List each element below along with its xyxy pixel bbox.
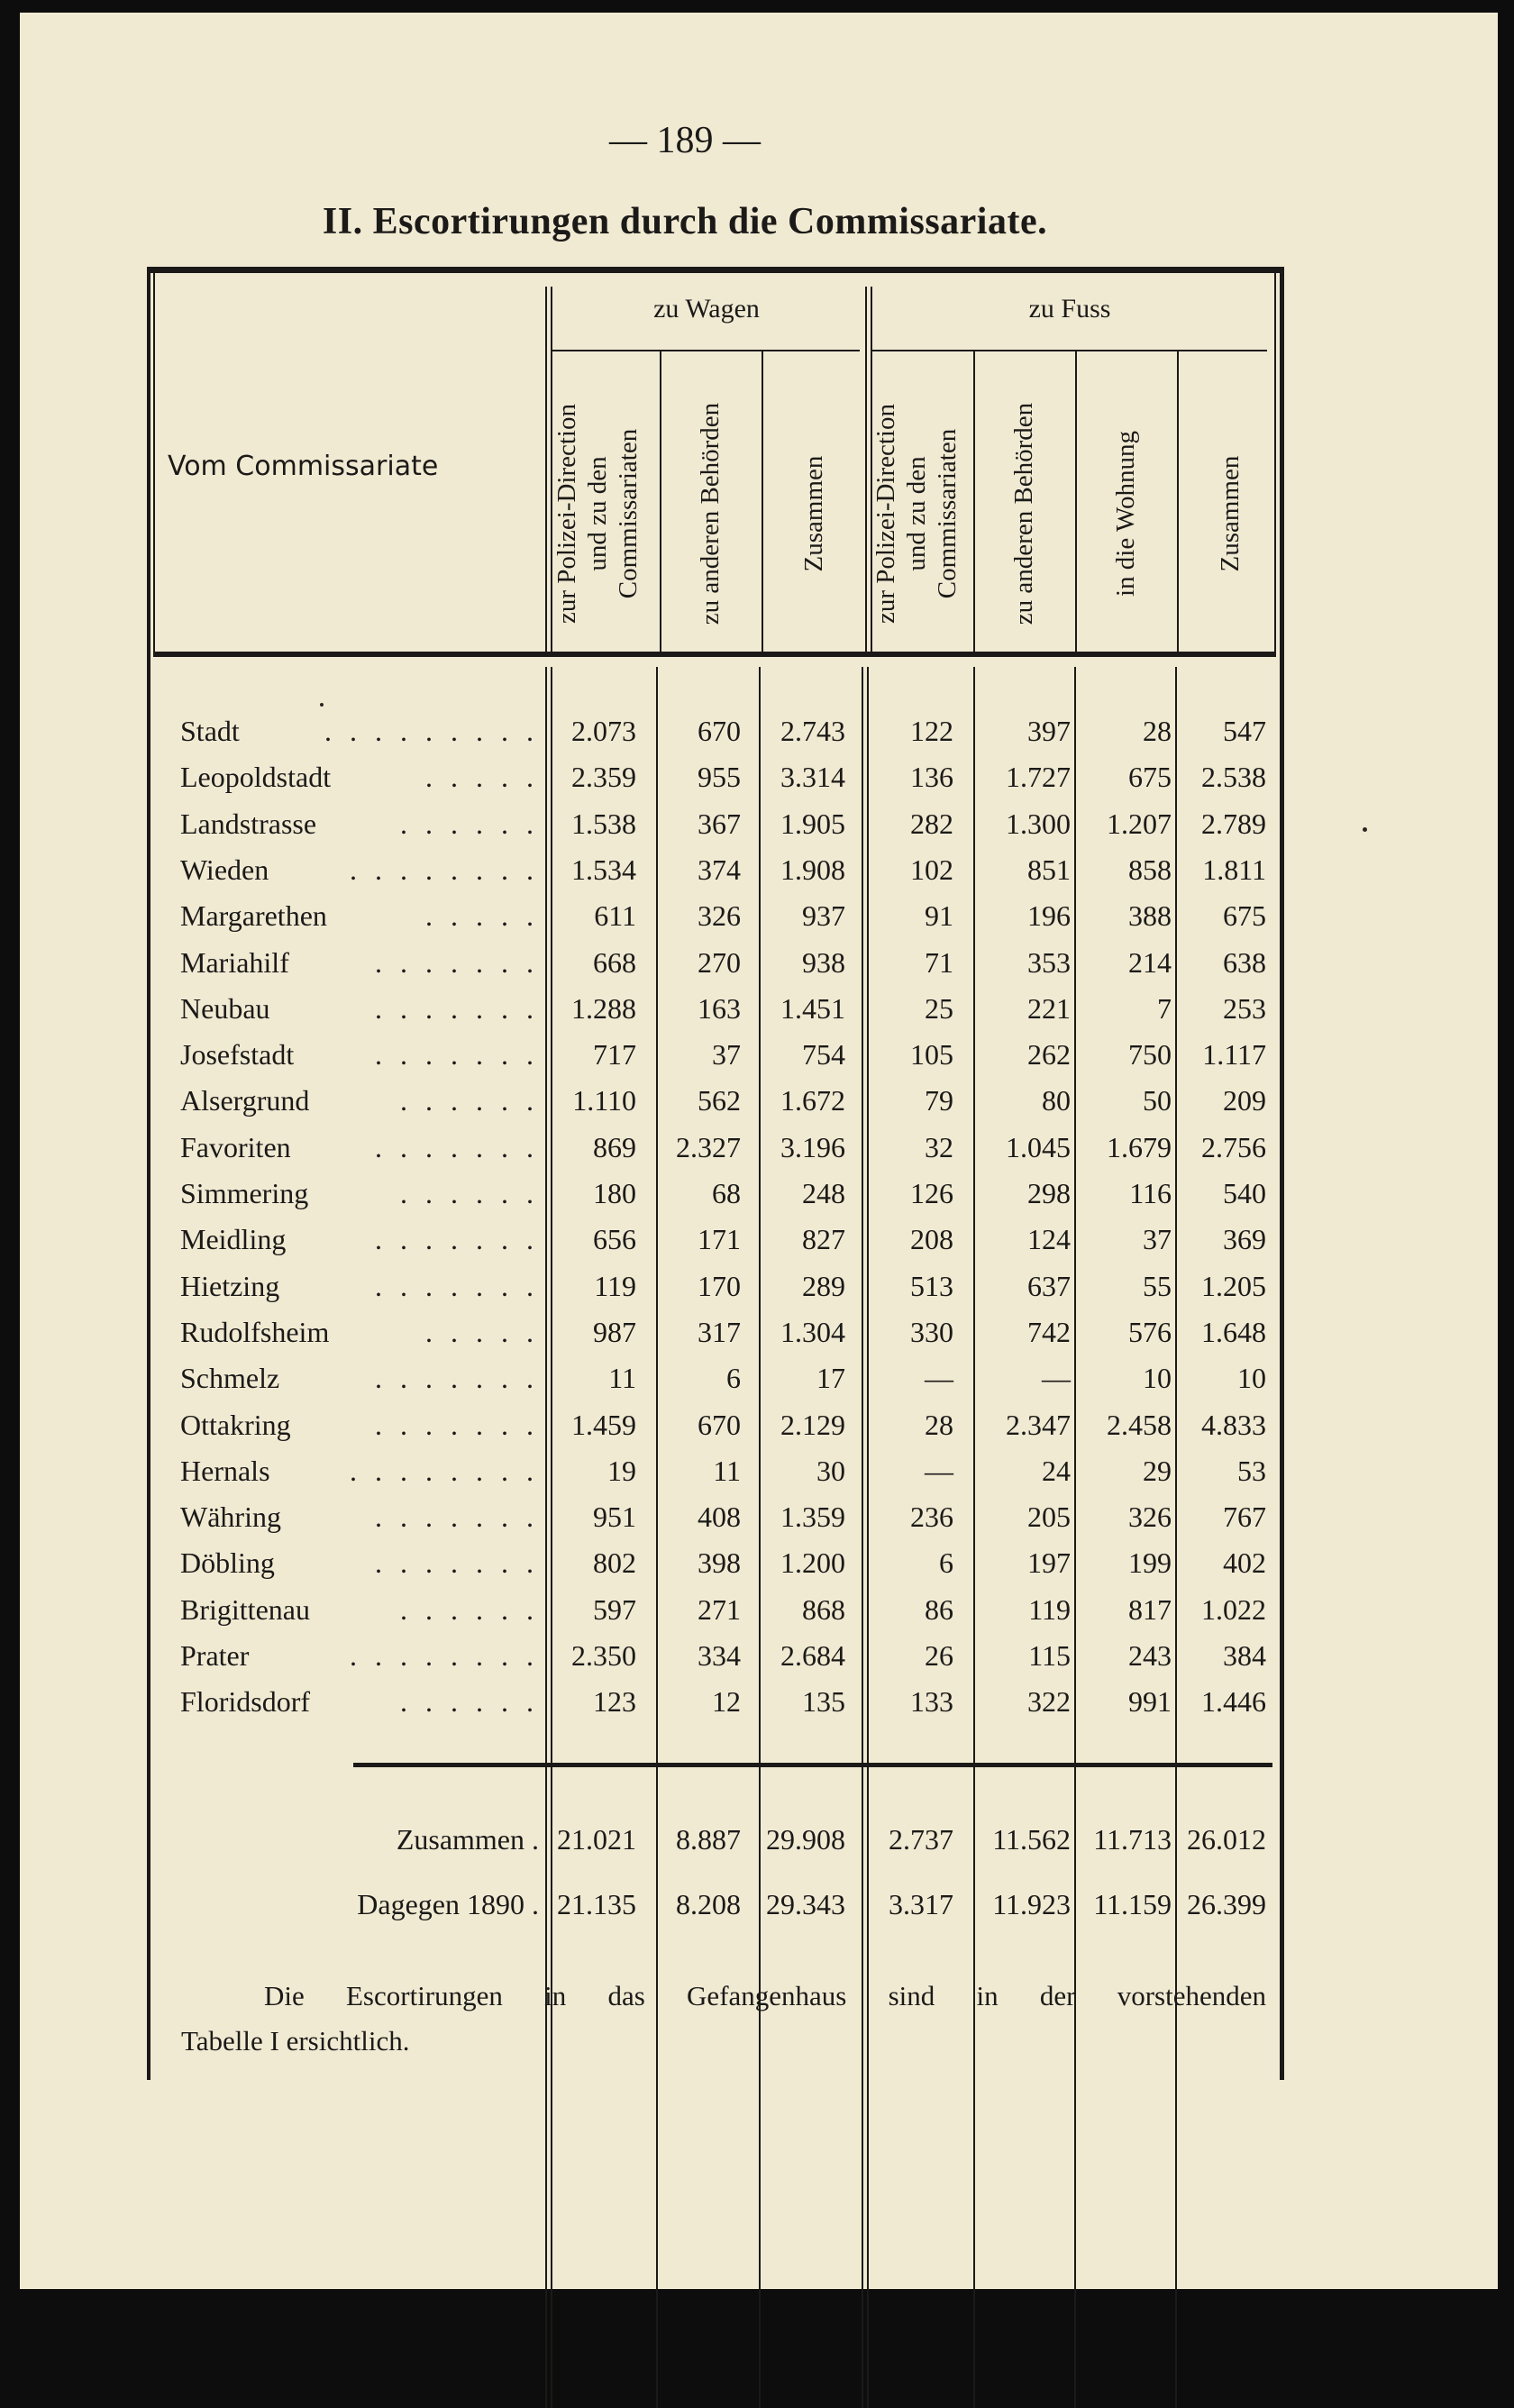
cell-col-7: 2.789 xyxy=(1201,807,1266,840)
table-row xyxy=(180,1679,1280,1724)
group-header-wagen: zu Wagen xyxy=(653,294,760,324)
table-row xyxy=(180,1309,1280,1354)
cell-col-7: 1.205 xyxy=(1201,1269,1266,1302)
cell-col-4: 28 xyxy=(925,1408,953,1441)
cell-col-5: 115 xyxy=(1028,1639,1071,1672)
row-leader-dots: . . . . . . xyxy=(400,1592,539,1626)
totals-rule xyxy=(353,1763,1272,1767)
cell-col-5: 205 xyxy=(1027,1500,1071,1534)
footnote-word: sind xyxy=(888,1980,935,2011)
cell-col-3: 248 xyxy=(802,1177,845,1209)
table-row xyxy=(180,986,1280,1031)
row-label: Hernals xyxy=(180,1454,270,1487)
cell-col-6: 675 xyxy=(1128,761,1172,794)
cell-col-4: 236 xyxy=(910,1500,953,1534)
cell-col-1: 668 xyxy=(593,945,636,979)
cell-col-2: 37 xyxy=(712,1038,741,1072)
footnote-word: in xyxy=(544,1980,567,2011)
row-label: Neubau xyxy=(180,991,270,1025)
cell-col-1: 119 xyxy=(594,1269,636,1302)
cell-col-3: 2.129 xyxy=(780,1408,845,1441)
cell-col-3: 29.343 xyxy=(766,1888,845,1920)
row-leader-dots: . . . . . . . xyxy=(375,1223,539,1256)
row-leader-dots: . . . . . . . xyxy=(375,1546,539,1580)
table-left-inner-rule xyxy=(153,273,155,655)
table-row xyxy=(180,1633,1280,1678)
cell-col-2: 670 xyxy=(698,715,741,747)
col-header-fuss-wohnung: in die Wohnung xyxy=(1111,431,1140,597)
cell-col-6: 37 xyxy=(1143,1223,1172,1256)
cell-col-1: 180 xyxy=(593,1177,636,1209)
cell-col-7: 10 xyxy=(1237,1362,1266,1395)
cell-col-2: 8.887 xyxy=(676,1823,741,1856)
cell-col-7: 253 xyxy=(1223,991,1266,1025)
row-leader-dots: . . . . . . . xyxy=(375,1500,539,1534)
cell-col-5: 1.300 xyxy=(1006,807,1071,840)
cell-col-3: 135 xyxy=(802,1685,845,1719)
cell-col-3: 2.743 xyxy=(780,715,845,747)
cell-col-5: 124 xyxy=(1027,1223,1071,1256)
cell-col-6: 10 xyxy=(1143,1362,1172,1395)
cell-col-2: 367 xyxy=(698,807,741,840)
cell-col-5: 322 xyxy=(1027,1685,1071,1719)
row-leader-dots: . . . . . . . xyxy=(375,1269,539,1302)
cell-col-5: 298 xyxy=(1027,1177,1071,1209)
cell-col-4: — xyxy=(925,1454,953,1487)
row-label: Josefstadt xyxy=(180,1038,295,1072)
cell-col-3: 289 xyxy=(802,1269,845,1302)
cell-col-7: 384 xyxy=(1223,1639,1266,1672)
cell-col-5: 637 xyxy=(1027,1269,1071,1302)
divider-header-col7 xyxy=(1177,351,1179,654)
cell-col-1: 597 xyxy=(593,1592,636,1626)
cell-col-3: 17 xyxy=(816,1362,845,1395)
table-row xyxy=(180,1263,1280,1309)
cell-col-6: 199 xyxy=(1128,1546,1172,1580)
footnote-line-2: Tabelle I ersichtlich. xyxy=(181,2025,410,2057)
cell-col-6: 326 xyxy=(1128,1500,1172,1534)
cell-col-2: 270 xyxy=(698,945,741,979)
cell-col-2: 68 xyxy=(712,1177,741,1209)
table-row xyxy=(180,893,1280,938)
cell-col-1: 21.021 xyxy=(557,1823,636,1856)
cell-col-4: 330 xyxy=(910,1315,953,1348)
cell-col-2: 317 xyxy=(698,1315,741,1348)
cell-col-3: 1.672 xyxy=(780,1084,845,1117)
cell-col-6: 55 xyxy=(1143,1269,1172,1302)
row-leader-dots: . . . . . . xyxy=(400,1084,539,1117)
row-leader-dots: . . . . . . . . xyxy=(350,1454,539,1487)
cell-col-2: 163 xyxy=(698,991,741,1025)
divider-header-col3 xyxy=(762,351,763,654)
row-leader-dots: . . . . . . xyxy=(400,807,539,840)
cell-col-3: 754 xyxy=(802,1038,845,1072)
row-leader-dots: . . . . . xyxy=(425,1315,539,1348)
cell-col-3: 868 xyxy=(802,1592,845,1626)
row-label: Stadt xyxy=(180,715,240,747)
footnote-line-1 xyxy=(185,1974,1266,2019)
cell-col-2: 326 xyxy=(698,899,741,933)
cell-col-5: 221 xyxy=(1027,991,1071,1025)
cell-col-5: 353 xyxy=(1027,945,1071,979)
row-label: Hietzing xyxy=(180,1269,280,1302)
cell-col-4: 91 xyxy=(925,899,953,933)
row-leader-dots: . . . . . . xyxy=(400,1177,539,1209)
cell-col-1: 1.534 xyxy=(571,853,636,886)
cell-col-6: 214 xyxy=(1128,945,1172,979)
cell-col-1: 611 xyxy=(594,899,636,933)
cell-col-6: 11.713 xyxy=(1093,1823,1172,1856)
footnote-word: Gefangenhaus xyxy=(687,1980,847,2011)
cell-col-2: 955 xyxy=(698,761,741,794)
cell-col-4: 32 xyxy=(925,1130,953,1163)
cell-col-7: 2.756 xyxy=(1201,1130,1266,1163)
cell-col-4: 25 xyxy=(925,991,953,1025)
paper-speck xyxy=(1363,827,1367,832)
row-leader-dots: . . . . . . . xyxy=(375,1362,539,1395)
cell-col-5: 24 xyxy=(1042,1454,1071,1487)
cell-col-5: 742 xyxy=(1027,1315,1071,1348)
cell-col-2: 171 xyxy=(698,1223,741,1256)
cell-col-4: 26 xyxy=(925,1639,953,1672)
table-row xyxy=(180,708,1280,753)
cell-col-7: 540 xyxy=(1223,1177,1266,1209)
cell-col-5: 11.562 xyxy=(992,1823,1071,1856)
cell-col-1: 869 xyxy=(593,1130,636,1163)
table-row xyxy=(180,940,1280,985)
row-label: Währing xyxy=(180,1500,281,1534)
cell-col-3: 2.684 xyxy=(780,1639,845,1672)
cell-col-1: 2.073 xyxy=(571,715,636,747)
totals-row xyxy=(180,1882,1280,1927)
row-leader-dots: . . . . . . . xyxy=(375,945,539,979)
cell-col-2: 408 xyxy=(698,1500,741,1534)
table-row xyxy=(180,1448,1280,1493)
cell-col-2: 11 xyxy=(713,1454,741,1487)
cell-col-2: 670 xyxy=(698,1408,741,1441)
table-row xyxy=(180,754,1280,799)
cell-col-1: 1.110 xyxy=(572,1084,636,1117)
page-title: II. Escortirungen durch die Commissariate. xyxy=(322,201,1048,242)
row-label: Alsergrund xyxy=(180,1084,310,1117)
cell-col-3: 30 xyxy=(816,1454,845,1487)
cell-col-3: 938 xyxy=(802,945,845,979)
cell-col-6: 28 xyxy=(1143,715,1172,747)
cell-col-3: 1.359 xyxy=(780,1500,845,1534)
cell-col-1: 802 xyxy=(593,1546,636,1580)
cell-col-7: 1.811 xyxy=(1202,853,1266,886)
cell-col-7: 547 xyxy=(1223,715,1266,747)
cell-col-1: 21.135 xyxy=(557,1888,636,1920)
cell-col-7: 767 xyxy=(1223,1500,1266,1534)
cell-col-7: 53 xyxy=(1237,1454,1266,1487)
cell-col-6: 29 xyxy=(1143,1454,1172,1487)
divider-header-col5 xyxy=(973,351,975,654)
cell-col-6: 1.207 xyxy=(1107,807,1172,840)
col-header-fuss-polizei: zur Polizei-Direction und zu den Commissariaten xyxy=(871,404,962,624)
cell-col-2: 2.327 xyxy=(676,1130,741,1163)
cell-col-4: 105 xyxy=(910,1038,953,1072)
footnote xyxy=(181,1974,1266,2064)
row-leader-dots: . . . . . . . xyxy=(375,991,539,1025)
cell-col-6: 750 xyxy=(1128,1038,1172,1072)
cell-col-4: 2.737 xyxy=(889,1823,953,1856)
table-row xyxy=(180,1402,1280,1447)
cell-col-6: 858 xyxy=(1128,853,1172,886)
cell-col-6: 2.458 xyxy=(1107,1408,1172,1441)
cell-col-2: 8.208 xyxy=(676,1888,741,1920)
cell-col-7: 1.446 xyxy=(1201,1685,1266,1719)
row-label: Mariahilf xyxy=(180,945,289,979)
cell-col-3: 827 xyxy=(802,1223,845,1256)
cell-col-2: 398 xyxy=(698,1546,741,1580)
cell-col-3: 1.304 xyxy=(780,1315,845,1348)
cell-col-4: 3.317 xyxy=(889,1888,953,1920)
row-label: Dagegen 1890 . xyxy=(357,1888,539,1920)
cell-col-6: 11.159 xyxy=(1093,1888,1172,1920)
col-header-wagen-behoerden: zu anderen Behörden xyxy=(696,402,725,625)
cell-col-6: 243 xyxy=(1128,1639,1172,1672)
cell-col-4: 86 xyxy=(925,1592,953,1626)
cell-col-5: 119 xyxy=(1028,1592,1071,1626)
cell-col-4: 126 xyxy=(910,1177,953,1209)
cell-col-4: 6 xyxy=(939,1546,953,1580)
cell-col-7: 1.648 xyxy=(1201,1315,1266,1348)
cell-col-3: 937 xyxy=(802,899,845,933)
table-row xyxy=(180,1355,1280,1400)
row-label: Zusammen . xyxy=(396,1823,539,1856)
cell-col-1: 2.350 xyxy=(571,1639,636,1672)
cell-col-4: 71 xyxy=(925,945,953,979)
cell-col-3: 1.451 xyxy=(780,991,845,1025)
row-label: Floridsdorf xyxy=(180,1685,310,1719)
divider-group-header xyxy=(865,287,867,654)
col-header-fuss-zusammen: Zusammen xyxy=(1216,455,1245,572)
cell-col-4: 208 xyxy=(910,1223,953,1256)
cell-col-4: 79 xyxy=(925,1084,953,1117)
cell-col-2: 271 xyxy=(698,1592,741,1626)
table-row xyxy=(180,1032,1280,1077)
row-label: Ottakring xyxy=(180,1408,291,1441)
divider-stub-header xyxy=(545,287,547,654)
cell-col-3: 3.196 xyxy=(780,1130,845,1163)
table-top-rule xyxy=(147,267,1283,273)
row-leader-dots: . . . . . . xyxy=(400,1685,539,1719)
row-label: Meidling xyxy=(180,1223,287,1256)
cell-col-5: 196 xyxy=(1027,899,1071,933)
cell-col-7: 638 xyxy=(1223,945,1266,979)
group-rule-fuss xyxy=(872,350,1267,351)
table-row xyxy=(180,847,1280,892)
cell-col-4: 136 xyxy=(910,761,953,794)
row-label: Margarethen xyxy=(180,899,327,933)
cell-col-1: 123 xyxy=(593,1685,636,1719)
divider-header-col6 xyxy=(1075,351,1077,654)
col-header-wagen-zusammen: Zusammen xyxy=(799,455,828,572)
cell-col-2: 374 xyxy=(698,853,741,886)
table-right-rule xyxy=(1280,267,1284,2080)
cell-col-3: 1.200 xyxy=(780,1546,845,1580)
cell-col-4: 102 xyxy=(910,853,953,886)
cell-col-6: 7 xyxy=(1157,991,1172,1025)
cell-col-1: 19 xyxy=(607,1454,636,1487)
cell-col-4: 513 xyxy=(910,1269,953,1302)
cell-col-5: 397 xyxy=(1027,715,1071,747)
cell-col-1: 951 xyxy=(593,1500,636,1534)
cell-col-4: 122 xyxy=(910,715,953,747)
cell-col-5: 262 xyxy=(1027,1038,1071,1072)
cell-col-7: 402 xyxy=(1223,1546,1266,1580)
row-label: Wieden xyxy=(180,853,269,886)
cell-col-1: 2.359 xyxy=(571,761,636,794)
row-leader-dots: . . . . . . . . . xyxy=(324,715,539,747)
row-leader-dots: . . . . . xyxy=(425,899,539,933)
cell-col-7: 209 xyxy=(1223,1084,1266,1117)
row-label: Landstrasse xyxy=(180,807,317,840)
footnote-word: vorstehenden xyxy=(1117,1980,1266,2011)
table-row xyxy=(180,1125,1280,1170)
row-leader-dots: . . . . . xyxy=(425,761,539,794)
row-leader-dots: . . . . . . . . xyxy=(350,853,539,886)
cell-col-6: 991 xyxy=(1128,1685,1172,1719)
table-row xyxy=(180,1494,1280,1539)
footnote-word: in xyxy=(976,1980,999,2011)
cell-col-5: 11.923 xyxy=(992,1888,1071,1920)
cell-col-3: 1.905 xyxy=(780,807,845,840)
cell-col-7: 675 xyxy=(1223,899,1266,933)
table-row xyxy=(180,1587,1280,1632)
table-left-rule xyxy=(147,267,150,2080)
col-header-fuss-behoerden: zu anderen Behörden xyxy=(1009,402,1038,625)
divider-header-col2 xyxy=(660,351,661,654)
cell-col-5: 1.045 xyxy=(1006,1130,1071,1163)
row-label: Prater xyxy=(180,1639,250,1672)
group-header-fuss: zu Fuss xyxy=(1028,294,1111,324)
cell-col-7: 26.012 xyxy=(1187,1823,1266,1856)
row-label: Rudolfsheim xyxy=(180,1315,330,1348)
table-row xyxy=(180,1217,1280,1262)
table-row xyxy=(180,1171,1280,1216)
cell-col-6: 388 xyxy=(1128,899,1172,933)
group-rule-wagen xyxy=(552,350,860,351)
page-number: — 189 — xyxy=(609,120,761,161)
row-label: Simmering xyxy=(180,1177,309,1209)
cell-col-7: 1.022 xyxy=(1201,1592,1266,1626)
row-label: Döbling xyxy=(180,1546,275,1580)
cell-col-3: 3.314 xyxy=(780,761,845,794)
footnote-word: das xyxy=(607,1980,645,2011)
row-leader-dots: . . . . . . . xyxy=(375,1130,539,1163)
table-row xyxy=(180,801,1280,846)
cell-col-1: 1.459 xyxy=(571,1408,636,1441)
table-right-inner-rule xyxy=(1274,273,1276,655)
cell-col-4: 133 xyxy=(910,1685,953,1719)
stub-header: Vom Commissariate xyxy=(168,451,439,482)
row-leader-dots: . . . . . . . . xyxy=(350,1639,539,1672)
row-label: Schmelz xyxy=(180,1362,280,1395)
cell-col-5: 2.347 xyxy=(1006,1408,1071,1441)
cell-col-1: 1.288 xyxy=(571,991,636,1025)
cell-col-4: — xyxy=(925,1362,953,1395)
cell-col-6: 1.679 xyxy=(1107,1130,1172,1163)
cell-col-6: 50 xyxy=(1143,1084,1172,1117)
cell-col-6: 116 xyxy=(1129,1177,1172,1209)
cell-col-3: 1.908 xyxy=(780,853,845,886)
cell-col-5: 197 xyxy=(1027,1546,1071,1580)
cell-col-2: 334 xyxy=(698,1639,741,1672)
cell-col-6: 576 xyxy=(1128,1315,1172,1348)
totals-row xyxy=(180,1817,1280,1862)
row-label: Brigittenau xyxy=(180,1592,310,1626)
row-leader-dots: . . . . . . . xyxy=(375,1038,539,1072)
cell-col-2: 170 xyxy=(698,1269,741,1302)
cell-col-2: 6 xyxy=(726,1362,741,1395)
row-leader-dots: . . . . . . . xyxy=(375,1408,539,1441)
cell-col-1: 11 xyxy=(608,1362,636,1395)
cell-col-5: 80 xyxy=(1042,1084,1071,1117)
cell-col-1: 717 xyxy=(593,1038,636,1072)
row-label: Leopoldstadt xyxy=(180,761,332,794)
footnote-word: Escortirungen xyxy=(346,1980,503,2011)
cell-col-7: 2.538 xyxy=(1201,761,1266,794)
footnote-word: der xyxy=(1039,1980,1076,2011)
cell-col-6: 817 xyxy=(1128,1592,1172,1626)
cell-col-5: 851 xyxy=(1027,853,1071,886)
table-row xyxy=(180,1078,1280,1123)
cell-col-5: 1.727 xyxy=(1006,761,1071,794)
cell-col-7: 4.833 xyxy=(1201,1408,1266,1441)
row-label: Favoriten xyxy=(180,1130,291,1163)
cell-col-1: 656 xyxy=(593,1223,636,1256)
cell-col-5: — xyxy=(1042,1362,1071,1395)
cell-col-7: 1.117 xyxy=(1202,1038,1266,1072)
cell-col-7: 369 xyxy=(1223,1223,1266,1256)
cell-col-2: 12 xyxy=(712,1685,741,1719)
cell-col-2: 562 xyxy=(698,1084,741,1117)
cell-col-3: 29.908 xyxy=(766,1823,845,1856)
col-header-wagen-polizei: zur Polizei-Direction und zu den Commissariaten xyxy=(552,404,643,624)
table-row xyxy=(180,1540,1280,1585)
cell-col-1: 1.538 xyxy=(571,807,636,840)
paper-speck xyxy=(320,703,324,707)
footnote-word: Die xyxy=(264,1980,305,2011)
cell-col-4: 282 xyxy=(910,807,953,840)
cell-col-1: 987 xyxy=(593,1315,636,1348)
cell-col-7: 26.399 xyxy=(1187,1888,1266,1920)
